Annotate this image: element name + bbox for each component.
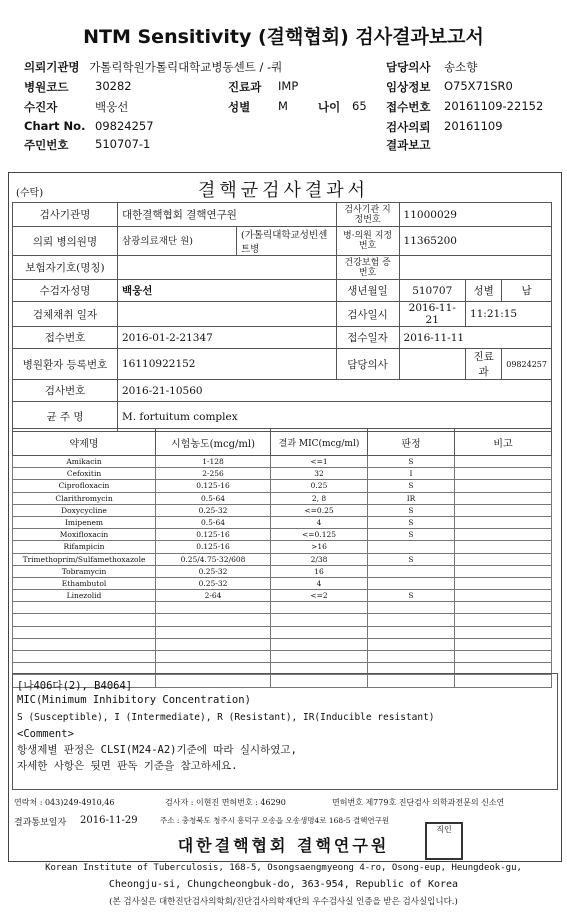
remark	[455, 626, 552, 638]
test-range	[156, 614, 271, 626]
table-row	[13, 565, 552, 577]
footer-address-kr: 주소 : 충청북도 청주시 흥덕구 오송읍 오송생명4로 168-5 결핵연구원	[160, 816, 390, 825]
remark	[455, 590, 552, 602]
notes-code: [나406다(2), B4064]	[17, 680, 133, 692]
header-doctor-value: 송소향	[444, 60, 478, 74]
header-request: 검사의뢰	[386, 120, 431, 134]
drug-name: Doxycycline	[13, 504, 156, 516]
test-range: 0.25/4.75-32/608	[156, 553, 271, 565]
test-range	[156, 626, 271, 638]
drug-name: Linezolid	[13, 590, 156, 602]
drug-name	[13, 638, 156, 650]
footer-phone: 연락처 : 043)249-4910,46	[14, 798, 115, 807]
table-row	[13, 516, 552, 528]
header-age-value: 65	[352, 99, 367, 113]
table-row	[13, 456, 552, 468]
report-tag: (수탁)	[16, 188, 44, 199]
mic-value: <=1	[271, 456, 368, 468]
table-row	[13, 590, 552, 602]
mic-value	[271, 638, 368, 650]
drug-name: Cefoxitin	[13, 468, 156, 480]
remark	[455, 651, 552, 663]
remark	[455, 614, 552, 626]
drug-name	[13, 602, 156, 614]
col-range: 시험농도(mcg/ml)	[156, 429, 271, 456]
test-range: 0.125-16	[156, 480, 271, 492]
official-seal: 직인	[425, 822, 463, 860]
interpretation: S	[368, 590, 455, 602]
interpretation: S	[368, 516, 455, 528]
table-row	[13, 541, 552, 553]
footer-license: 면허번호 제779호 진단검사 의학과전문의 신소연	[332, 798, 505, 807]
table-row	[13, 626, 552, 638]
test-range: 0.5-64	[156, 516, 271, 528]
mic-value: 32	[271, 468, 368, 480]
header-sex: 성별	[228, 100, 251, 114]
header-chart-no: Chart No.	[24, 119, 86, 133]
test-range: 0.125-16	[156, 541, 271, 553]
drug-name: Ciprofloxacin	[13, 480, 156, 492]
drug-name: Amikacin	[13, 456, 156, 468]
test-range: 1-128	[156, 456, 271, 468]
header-accession: 접수번호	[386, 100, 431, 114]
info-table: 검사기관명 대한결핵협회 결핵연구원 검사기관 지정번호 11000029 의뢰 병의원명 삼광의료재단 원) (가톨릭대학교성빈센트병 병·의원 지정번호 11365200 보험자기호(명칭) 건강보험 증번호 수검자성명 백웅선 생년월일 510707 성별 남 검체채취 일자 검사일시 2016-11-21 11:21:15 접수번호 2016-01-2-21347 접수일자 2016-11-11 병원환자 등록번호 16110922152 담당의사 진료과 09824257 검사번호 2016-21-10560 균 주 명 M. fortuitum complex	[12, 202, 552, 432]
table-row	[13, 602, 552, 614]
mic-value	[271, 614, 368, 626]
table-row	[13, 651, 552, 663]
mic-value: <=2	[271, 590, 368, 602]
remark	[455, 516, 552, 528]
interpretation: I	[368, 468, 455, 480]
drug-name	[13, 651, 156, 663]
susceptibility-table	[12, 428, 552, 688]
header-age: 나이	[318, 100, 341, 114]
header-dept: 진료과	[228, 80, 262, 94]
table-row	[13, 468, 552, 480]
header-clinical-value: O75X71SR0	[444, 79, 513, 93]
header-chart-no-value: 09824257	[95, 119, 154, 133]
header-patient: 수진자	[24, 100, 58, 114]
test-range	[156, 602, 271, 614]
header-doctor: 담당의사	[386, 60, 431, 74]
interpretation	[368, 602, 455, 614]
drug-name: Ethambutol	[13, 577, 156, 589]
header-report: 결과보고	[386, 138, 431, 152]
notes-comment-1: 항생제별 판정은 CLSI(M24-A2)기준에 따라 실시하였고,	[17, 744, 297, 756]
mic-value: 0.25	[271, 480, 368, 492]
remark	[455, 480, 552, 492]
table-row	[13, 638, 552, 650]
interpretation: S	[368, 504, 455, 516]
table-row	[13, 480, 552, 492]
interpretation: S	[368, 456, 455, 468]
interpretation: S	[368, 480, 455, 492]
footer-date-value: 2016-11-29	[80, 815, 138, 826]
mic-value	[271, 602, 368, 614]
header-hospital-code: 병원코드	[24, 80, 69, 94]
drug-name	[13, 614, 156, 626]
interpretation: IR	[368, 492, 455, 504]
header-id-value: 510707-1	[95, 137, 151, 151]
mic-value: 2, 8	[271, 492, 368, 504]
drug-name: Tobramycin	[13, 565, 156, 577]
mic-value: 4	[271, 577, 368, 589]
mic-value: 2/38	[271, 553, 368, 565]
interpretation	[368, 626, 455, 638]
interpretation	[368, 638, 455, 650]
table-row	[13, 492, 552, 504]
footer-addr-3: (본 검사실은 대한진단검사의학회/진단검사의학재단의 우수검사실 인증을 받은 검사실입니다.)	[109, 897, 458, 907]
table-row	[13, 553, 552, 565]
test-range: 0.125-16	[156, 529, 271, 541]
remark	[455, 468, 552, 480]
header-dept-value: IMP	[278, 79, 299, 93]
mic-value: >16	[271, 541, 368, 553]
drug-name: Moxifloxacin	[13, 529, 156, 541]
mic-value	[271, 626, 368, 638]
table-row	[13, 504, 552, 516]
test-range: 2-256	[156, 468, 271, 480]
test-range: 0.25-32	[156, 504, 271, 516]
page-title: NTM Sensitivity (결핵협회) 검사결과보고서	[83, 26, 484, 48]
mic-value: <=0.25	[271, 504, 368, 516]
col-mic: 결과 MIC(mcg/ml)	[271, 429, 368, 456]
interpretation: S	[368, 529, 455, 541]
drug-name: Imipenem	[13, 516, 156, 528]
test-range: 2-64	[156, 590, 271, 602]
notes-comment-label: <Comment>	[17, 728, 74, 740]
mic-value	[271, 651, 368, 663]
remark	[455, 529, 552, 541]
interpretation	[368, 651, 455, 663]
remark	[455, 565, 552, 577]
drug-name	[13, 626, 156, 638]
report-title: 결핵균검사결과서	[197, 180, 370, 201]
remark	[455, 553, 552, 565]
footer-inspector: 검사자 : 이현진 면허번호 : 46290	[165, 798, 286, 807]
test-range	[156, 651, 271, 663]
test-range: 0.25-32	[156, 565, 271, 577]
notes-comment-2: 자세한 사항은 뒷면 판독 기준을 참고하세요.	[17, 760, 238, 772]
mic-value: 4	[271, 516, 368, 528]
table-row	[13, 529, 552, 541]
remark	[455, 541, 552, 553]
interpretation: S	[368, 553, 455, 565]
test-range	[156, 638, 271, 650]
remark	[455, 492, 552, 504]
remark	[455, 602, 552, 614]
header-clinical: 임상정보	[386, 80, 431, 94]
drug-name: Rifampicin	[13, 541, 156, 553]
col-drug: 약제명	[13, 429, 156, 456]
remark	[455, 638, 552, 650]
interpretation	[368, 577, 455, 589]
drug-name: Clarithromycin	[13, 492, 156, 504]
interpretation	[368, 614, 455, 626]
test-range: 0.25-32	[156, 577, 271, 589]
table-row	[13, 614, 552, 626]
notes-box	[12, 673, 558, 790]
header-id: 주민번호	[24, 138, 69, 152]
header-hospital-code-value: 30282	[95, 79, 132, 93]
col-note: 비고	[455, 429, 552, 456]
col-interp: 판정	[368, 429, 455, 456]
header-accession-value: 20161109-22152	[444, 99, 544, 113]
mic-value: <=0.125	[271, 529, 368, 541]
remark	[455, 456, 552, 468]
table-row	[13, 577, 552, 589]
interpretation	[368, 565, 455, 577]
header-sex-value: M	[278, 99, 288, 113]
remark	[455, 504, 552, 516]
interpretation	[368, 541, 455, 553]
header-org: 의뢰기관명 가톨릭학원가톨릭대학교병동센트 / -쿼	[24, 60, 283, 74]
drug-name: Trimethoprim/Sulfamethoxazole	[13, 553, 156, 565]
footer-date-label: 결과통보일자	[14, 818, 67, 828]
footer-addr-1: Korean Institute of Tuberculosis, 168-5, Osongsaengmyeong 4-ro, Osong-eup, Heungdeok-gu,	[45, 863, 522, 873]
header-patient-value: 백웅선	[95, 100, 129, 114]
notes-legend: S (Susceptible), I (Intermediate), R (Resistant), IR(Inducible resistant)	[17, 712, 435, 723]
institution-name: 대한결핵협회 결핵연구원	[177, 836, 390, 855]
test-range: 0.5-64	[156, 492, 271, 504]
footer-addr-2: Cheongju-si, Chungcheongbuk-do, 363-954, Republic of Korea	[108, 879, 459, 890]
remark	[455, 577, 552, 589]
mic-value: 16	[271, 565, 368, 577]
notes-mic: MIC(Minimum Inhibitory Concentration)	[17, 694, 251, 706]
header-request-value: 20161109	[444, 119, 503, 133]
